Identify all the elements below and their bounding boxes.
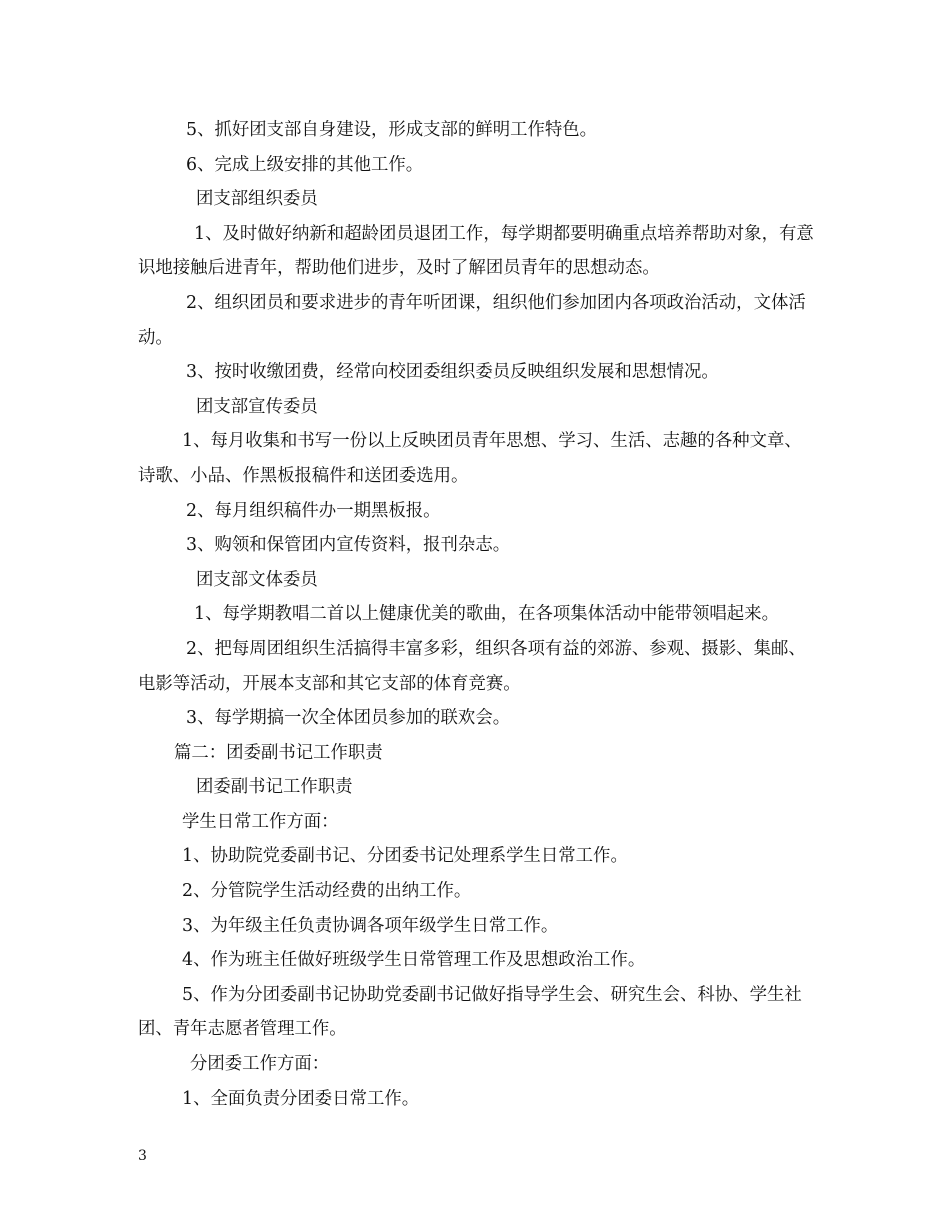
paragraph-publicity-3: 3、购领和保管团内宣传资料，报刊杂志。 [186,535,511,556]
paragraph-student-4: 4、作为班主任做好班级学生日常管理工作及思想政治工作。 [182,950,646,971]
paragraph-culture-3: 3、每学期搞一次全体团员参加的联欢会。 [186,708,511,729]
paragraph-student-2: 2、分管院学生活动经费的出纳工作。 [182,881,472,902]
chapter-title: 篇二：团委副书记工作职责 [174,742,383,763]
body-text [138,113,818,1116]
paragraph-culture-1: 1、每学期教唱二首以上健康优美的歌曲，在各项集体活动中能带领唱起来。 [194,604,779,625]
paragraph-publicity-1: 1、每月收集和书写一份以上反映团员青年思想、学习、生活、志趣的各种文章、诗歌、小品、作黑板报稿件和送团委选用。 [138,431,802,486]
paragraph-publicity-2: 2、每月组织稿件办一期黑板报。 [186,500,441,521]
paragraph-item-6: 6、完成上级安排的其他工作。 [186,154,424,175]
paragraph-student-5: 5、作为分团委副书记协助党委副书记做好指导学生会、研究生会、科协、学生社团、青年志愿者管理工作。 [138,984,802,1040]
paragraph-student-3: 3、为年级主任负责协调各项年级学生日常工作。 [182,915,559,936]
subheading-branch-committee-work: 分团委工作方面： [190,1054,330,1075]
paragraph-item-5: 5、抓好团支部自身建设，形成支部的鲜明工作特色。 [186,120,598,140]
section-heading-organization: 团支部组织委员 [196,189,318,210]
paragraph-org-1: 1、及时做好纳新和超龄团员退团工作，每学期都要明确重点培养帮助对象，有意识地接触后进青年，帮助他们进步，及时了解团员青年的思想动态。 [138,223,814,279]
section-heading-deputy-secretary: 团委副书记工作职责 [196,777,353,798]
paragraph-student-1: 1、协助院党委副书记、分团委书记处理系学生日常工作。 [182,846,628,867]
paragraph-branch-1: 1、全面负责分团委日常工作。 [182,1088,420,1109]
page-number: 3 [138,1148,147,1164]
paragraph-org-2: 2、组织团员和要求进步的青年听团课，组织他们参加团内各项政治活动，文体活动。 [138,292,806,348]
subheading-student-work: 学生日常工作方面： [182,811,339,832]
section-heading-publicity: 团支部宣传委员 [196,396,318,417]
section-heading-culture-sports: 团支部文体委员 [196,569,318,590]
paragraph-culture-2: 2、把每周团组织生活搞得丰富多彩，组织各项有益的郊游、参观、摄影、集邮、电影等活动，开展本支部和其它支部的体育竞赛。 [138,638,806,694]
paragraph-org-3: 3、按时收缴团费，经常向校团委组织委员反映组织发展和思想情况。 [186,362,719,383]
